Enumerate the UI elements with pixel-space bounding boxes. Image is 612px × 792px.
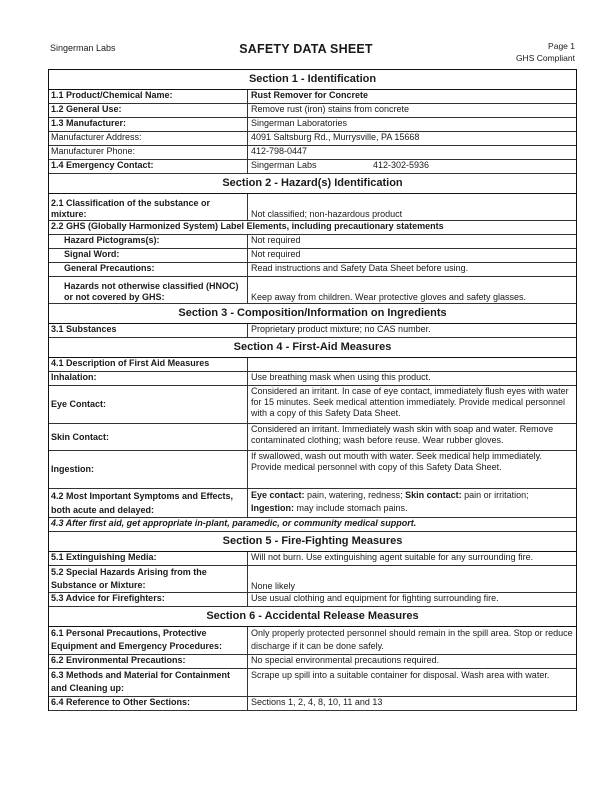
- personal-precautions-value: Only properly protected personnel should remain in the spill area. Stop or reduce discharge if it can be done safely.: [251, 628, 573, 651]
- signal-word-value: Not required: [251, 249, 301, 259]
- general-precautions-label: General Precautions:: [49, 263, 248, 276]
- table-row: [49, 552, 576, 566]
- first-aid-description-label: 4.1 Description of First Aid Measures: [49, 358, 248, 371]
- page-number: Page 1: [548, 41, 575, 51]
- emergency-contact-phone: 412-302-5936: [373, 160, 430, 170]
- manufacturer-label: 1.3 Manufacturer:: [49, 118, 248, 131]
- table-row: [49, 372, 576, 386]
- symptoms-value: [248, 489, 576, 517]
- symptoms-skin-text: pain or irritation;: [461, 490, 529, 500]
- eye-contact-value: Considered an irritant. In case of eye contact, immediately flush eyes with water for 15 minutes. Seek medical attention immediately. Provide medical personnel with a copy of this Safety Data Sheet.: [251, 386, 569, 418]
- eye-contact-label: Eye Contact:: [49, 386, 248, 423]
- address-value: 4091 Saltsburg Rd., Murrysville, PA 15668: [251, 132, 420, 142]
- personal-precautions-label: 6.1 Personal Precautions, Protective Equipment and Emergency Procedures:: [49, 627, 248, 654]
- table-row: [49, 489, 576, 518]
- table-row: [49, 90, 576, 104]
- emergency-contact-value: [248, 160, 576, 173]
- table-row: [49, 451, 576, 489]
- emergency-contact-name: Singerman Labs: [251, 160, 317, 170]
- sds-table: [48, 69, 577, 711]
- section-3-title: Section 3 - Composition/Information on Ingredients: [49, 304, 576, 324]
- table-row: [49, 160, 576, 174]
- company-name: Singerman Labs: [50, 43, 116, 53]
- ingestion-value: If swallowed, wash out mouth with water. Seek medical help immediately. Provide medical personnel with copy of this Safety Data Sheet.: [251, 451, 542, 472]
- substances-label: 3.1 Substances: [49, 324, 248, 337]
- firefighter-advice-value: Use usual clothing and equipment for fighting surrounding fire.: [251, 593, 499, 603]
- containment-methods-value: Scrape up spill into a suitable container for disposal. Wash area with water.: [251, 670, 550, 680]
- signal-word-label: Signal Word:: [49, 249, 248, 262]
- skin-contact-label: Skin Contact:: [49, 424, 248, 450]
- table-row: [49, 104, 576, 118]
- ingestion-label: Ingestion:: [49, 451, 248, 488]
- symptoms-ingestion-key: Ingestion:: [251, 503, 294, 513]
- hnoc-value: Keep away from children. Wear protective gloves and safety glasses.: [251, 292, 526, 302]
- table-row: [49, 249, 576, 263]
- table-row: [49, 194, 576, 221]
- extinguishing-media-label: 5.1 Extinguishing Media:: [49, 552, 248, 565]
- classification-value: Not classified; non-hazardous product: [251, 209, 403, 219]
- page-info: [516, 40, 575, 64]
- general-use-label: 1.2 General Use:: [49, 104, 248, 117]
- section-2-title: Section 2 - Hazard(s) Identification: [49, 174, 576, 194]
- other-sections-label: 6.4 Reference to Other Sections:: [49, 697, 248, 710]
- pictograms-label: Hazard Pictograms(s):: [49, 235, 248, 248]
- substances-value: Proprietary product mixture; no CAS number.: [251, 324, 431, 334]
- general-precautions-value: Read instructions and Safety Data Sheet before using.: [251, 263, 469, 273]
- table-row: [49, 132, 576, 146]
- section-1-title: Section 1 - Identification: [49, 70, 576, 90]
- pictograms-value: Not required: [251, 235, 301, 245]
- inhalation-value: Use breathing mask when using this product.: [251, 372, 431, 382]
- extinguishing-media-value: Will not burn. Use extinguishing agent suitable for any surrounding fire.: [251, 552, 534, 562]
- skin-contact-value: Considered an irritant. Immediately wash skin with soap and water. Remove contaminated clothing; wash before reuse. Wear rubber gloves.: [251, 424, 554, 445]
- symptoms-label: 4.2 Most Important Symptoms and Effects, both acute and delayed:: [49, 489, 248, 517]
- symptoms-skin-key: Skin contact:: [405, 490, 462, 500]
- document-title: SAFETY DATA SHEET: [239, 42, 373, 56]
- general-use-value: Remove rust (iron) stains from concrete: [251, 104, 410, 114]
- environmental-precautions-label: 6.2 Environmental Precautions:: [49, 655, 248, 668]
- ghs-label-elements: 2.2 GHS (Globally Harmonized System) Label Elements, including precautionary statements: [49, 221, 576, 235]
- emergency-contact-label: 1.4 Emergency Contact:: [49, 160, 248, 173]
- section-4-title: Section 4 - First-Aid Measures: [49, 338, 576, 358]
- compliance-label: GHS Compliant: [515, 53, 575, 63]
- table-row: [49, 386, 576, 424]
- table-row: [49, 424, 576, 451]
- table-row: [49, 358, 576, 372]
- first-aid-description-value: [248, 358, 576, 371]
- section-6-title: Section 6 - Accidental Release Measures: [49, 607, 576, 627]
- symptoms-ingestion-text: may include stomach pains.: [294, 503, 408, 513]
- table-row: [49, 627, 576, 655]
- after-first-aid-note: 4.3 After first aid, get appropriate in-plant, paramedic, or community medical support.: [49, 518, 576, 532]
- table-row: [49, 118, 576, 132]
- table-row: [49, 263, 576, 277]
- table-row: [49, 593, 576, 607]
- phone-value: 412-798-0447: [251, 146, 308, 156]
- table-row: [49, 566, 576, 593]
- product-name-label: 1.1 Product/Chemical Name:: [49, 90, 248, 103]
- table-row: [49, 146, 576, 160]
- table-row: [49, 277, 576, 304]
- symptoms-eye-key: Eye contact:: [251, 490, 305, 500]
- table-row: [49, 324, 576, 338]
- inhalation-label: Inhalation:: [49, 372, 248, 385]
- symptoms-eye-text: pain, watering, redness;: [304, 490, 406, 500]
- environmental-precautions-value: No special environmental precautions required.: [251, 655, 440, 665]
- section-5-title: Section 5 - Fire-Fighting Measures: [49, 532, 576, 552]
- table-row: [49, 235, 576, 249]
- classification-label: 2.1 Classification of the substance or mixture:: [49, 194, 248, 220]
- special-hazards-value: None likely: [251, 581, 296, 591]
- table-row: [49, 655, 576, 669]
- special-hazards-label: 5.2 Special Hazards Arising from the Substance or Mixture:: [49, 566, 248, 592]
- manufacturer-value: Singerman Laboratories: [251, 118, 348, 128]
- product-name-value: Rust Remover for Concrete: [251, 90, 369, 100]
- other-sections-value: Sections 1, 2, 4, 8, 10, 11 and 13: [251, 697, 383, 707]
- address-label: Manufacturer Address:: [49, 132, 248, 145]
- table-row: [49, 669, 576, 697]
- containment-methods-label: 6.3 Methods and Material for Containment and Cleaning up:: [49, 669, 248, 696]
- table-row: [49, 697, 576, 711]
- phone-label: Manufacturer Phone:: [49, 146, 248, 159]
- hnoc-label: Hazards not otherwise classified (HNOC) or not covered by GHS:: [49, 277, 248, 303]
- firefighter-advice-label: 5.3 Advice for Firefighters:: [49, 593, 248, 606]
